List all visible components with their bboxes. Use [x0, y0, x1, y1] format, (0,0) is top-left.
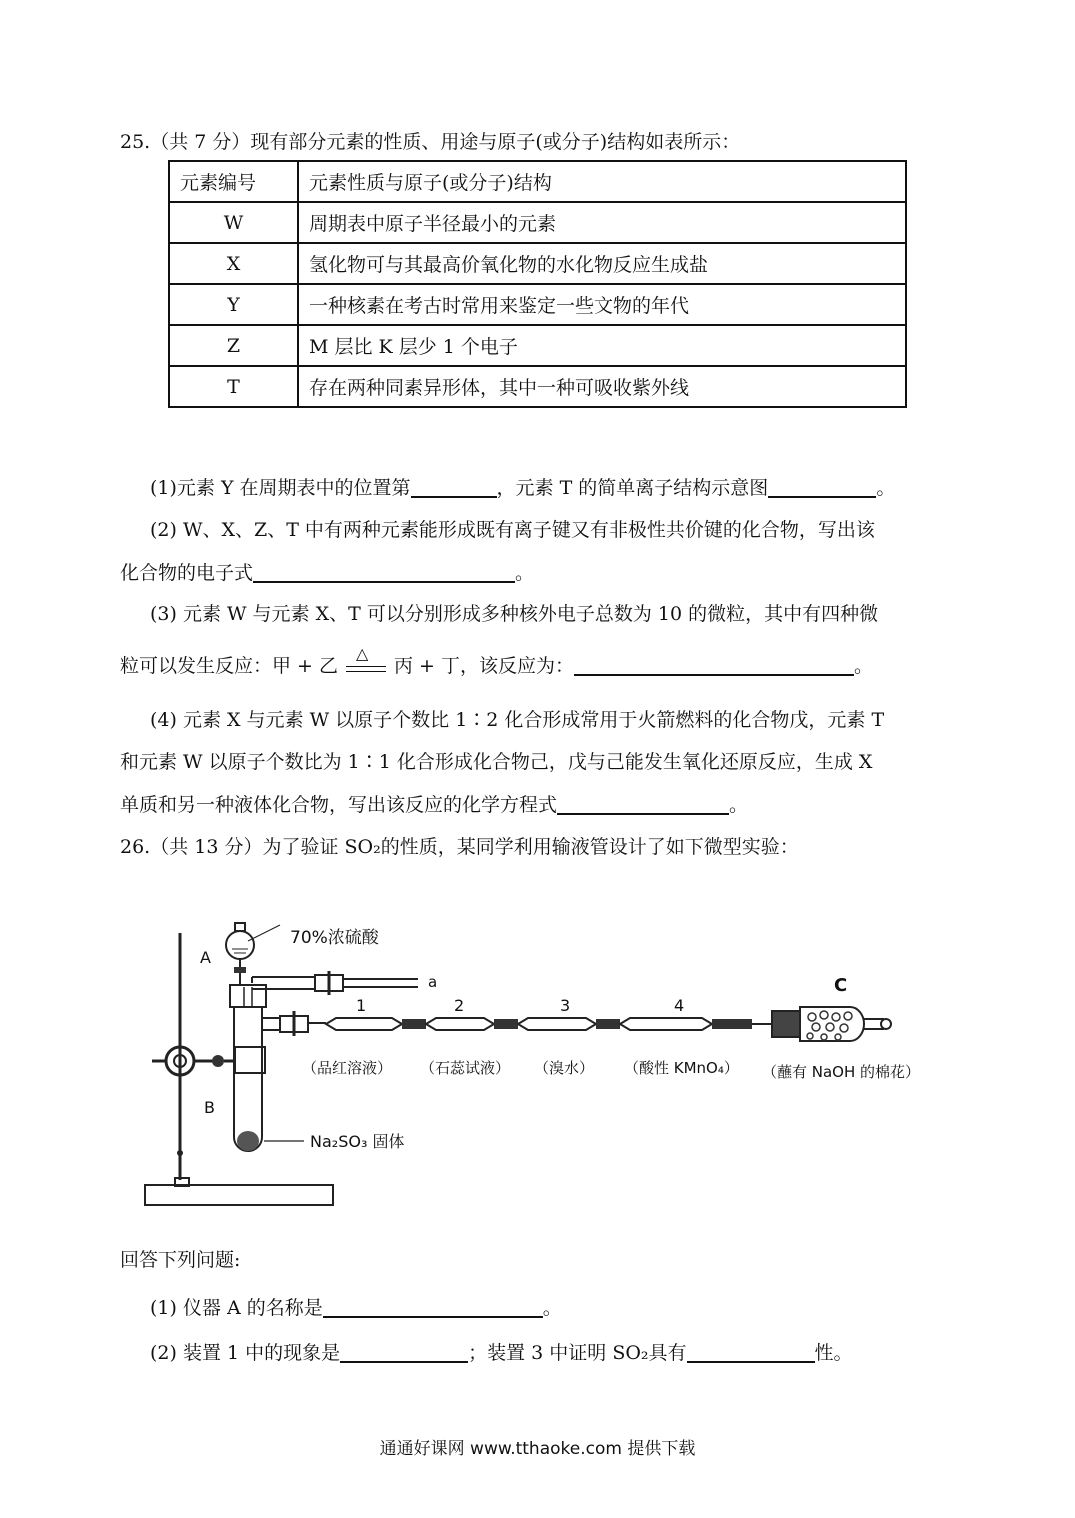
q25-part3-text-b: 丙 + 丁，该反应为： [394, 655, 574, 677]
q25-heading: 25.（共 7 分）现有部分元素的性质、用途与原子(或分子)结构如表所示： [120, 131, 741, 153]
q25-part2-end: 。 [515, 562, 535, 584]
table-row [169, 284, 906, 325]
q25-part4-line2: 和元素 W 以原子个数比为 1∶1 化合形成化合物己，戊与己能发生氧化还原反应，生成 X [120, 751, 873, 773]
tube-label-c: （蘸有 NaOH 的棉花） [762, 1063, 921, 1081]
tube-label-4: （酸性 KMnO₄） [624, 1059, 739, 1077]
table-header-row [169, 161, 906, 202]
acid-leader-line [248, 925, 280, 941]
q25-part4-text: 单质和另一种液体化合物，写出该反应的化学方程式 [120, 794, 558, 816]
q26-part1-text: (1) 仪器 A 的名称是 [150, 1297, 323, 1319]
tube-label-1: （品红溶液） [302, 1059, 393, 1077]
element-table [168, 160, 907, 408]
q25-part1-text-b: ，元素 T 的简单离子结构示意图 [496, 477, 769, 499]
heat-triangle-icon: △ [356, 644, 369, 663]
q25-part3-text-a: 粒可以发生反应：甲 + 乙 [120, 655, 338, 677]
q25-part1-end: 。 [876, 477, 896, 499]
q26-part1-end: 。 [542, 1297, 562, 1319]
table-cell-code: T [169, 366, 298, 407]
q25-part4-end: 。 [729, 794, 749, 816]
tube-number-3: 3 [560, 996, 571, 1015]
q26-part2-text-b: ；装置 3 中证明 SO₂具有 [468, 1342, 687, 1364]
answer-blank[interactable] [411, 476, 497, 498]
label-a-upper: A [200, 948, 211, 967]
label-b: B [204, 1098, 215, 1117]
clamp-knob [212, 1055, 224, 1067]
q25-part4-line1: (4) 元素 X 与元素 W 以原子个数比 1∶2 化合形成常用于火箭燃料的化合物戊，元素 T [150, 709, 885, 731]
q25-part2-text: 化合物的电子式 [120, 562, 254, 584]
table-cell-desc: 一种核素在考古时常用来鉴定一些文物的年代 [298, 284, 906, 325]
tube-label-3: （溴水） [534, 1059, 595, 1077]
q25-part1-text-a: (1)元素 Y 在周期表中的位置第 [150, 477, 411, 499]
q26-part2-end: 性。 [814, 1342, 853, 1364]
table-header-desc: 元素性质与原子(或分子)结构 [298, 161, 906, 202]
answer-blank[interactable] [323, 1296, 543, 1318]
q25-part1 [150, 474, 895, 502]
q25-part2-line2 [120, 559, 534, 587]
answer-blank[interactable] [340, 1341, 468, 1363]
device-c-connector [772, 1011, 800, 1037]
table-cell-code: X [169, 243, 298, 284]
table-cell-code: Z [169, 325, 298, 366]
table-cell-desc: 周期表中原子半径最小的元素 [298, 202, 906, 243]
label-c: C [834, 975, 848, 996]
table-cell-code: W [169, 202, 298, 243]
table-cell-code: Y [169, 284, 298, 325]
separatory-funnel-a [226, 931, 254, 959]
solid-label: Na₂SO₃ 固体 [310, 1132, 405, 1151]
label-a-outlet: a [428, 973, 438, 991]
page-footer: 通通好课网 www.tthaoke.com 提供下载 [379, 1439, 696, 1459]
stand-base [145, 1185, 333, 1205]
acid-label: 70%浓硫酸 [290, 928, 379, 948]
table-cell-desc: 氢化物可与其最高价氧化物的水化物反应生成盐 [298, 243, 906, 284]
drip-tube-2 [426, 1018, 494, 1030]
answer-blank[interactable] [768, 476, 876, 498]
table-header-code: 元素编号 [169, 161, 298, 202]
tube-label-2: （石蕊试液） [420, 1059, 511, 1077]
tube-number-2: 2 [454, 996, 465, 1015]
table-row [169, 366, 906, 407]
clamp-jaw [235, 1047, 265, 1073]
test-tube-b [234, 1005, 262, 1151]
answer-blank[interactable] [574, 654, 854, 676]
drip-tube-4 [620, 1018, 712, 1030]
q25-part2-line1: (2) W、X、Z、T 中有两种元素能形成既有离子键又有非极性共价键的化合物，写出该 [150, 519, 875, 541]
q26-part2-text-a: (2) 装置 1 中的现象是 [150, 1342, 341, 1364]
q26-answer-intro: 回答下列问题: [120, 1249, 241, 1271]
experiment-apparatus-diagram [140, 915, 940, 1215]
answer-blank[interactable] [253, 561, 515, 583]
q25-part3-line1: (3) 元素 W 与元素 X、T 可以分别形成多种核外电子总数为 10 的微粒，其中有四种微 [150, 603, 879, 625]
drip-tube-3 [518, 1018, 596, 1030]
q25-part3-end: 。 [854, 655, 874, 677]
q26-part2 [150, 1339, 853, 1367]
table-row [169, 325, 906, 366]
sodium-sulfite-solid [237, 1131, 259, 1151]
table-cell-desc: 存在两种同素异形体，其中一种可吸收紫外线 [298, 366, 906, 407]
table-row [169, 243, 906, 284]
answer-blank[interactable] [687, 1341, 815, 1363]
table-row [169, 202, 906, 243]
drip-tube-1 [326, 1018, 402, 1030]
q26-heading: 26.（共 13 分）为了验证 SO₂的性质，某同学利用输液管设计了如下微型实验： [120, 836, 799, 858]
heating-condition [344, 644, 388, 674]
q26-part1 [150, 1294, 562, 1322]
table-cell-desc: M 层比 K 层少 1 个电子 [298, 325, 906, 366]
q25-part4-line3 [120, 791, 748, 819]
tube-number-4: 4 [674, 996, 685, 1015]
q25-part3-line2 [120, 644, 874, 680]
tube-number-1: 1 [356, 996, 367, 1015]
answer-blank[interactable] [557, 793, 729, 815]
